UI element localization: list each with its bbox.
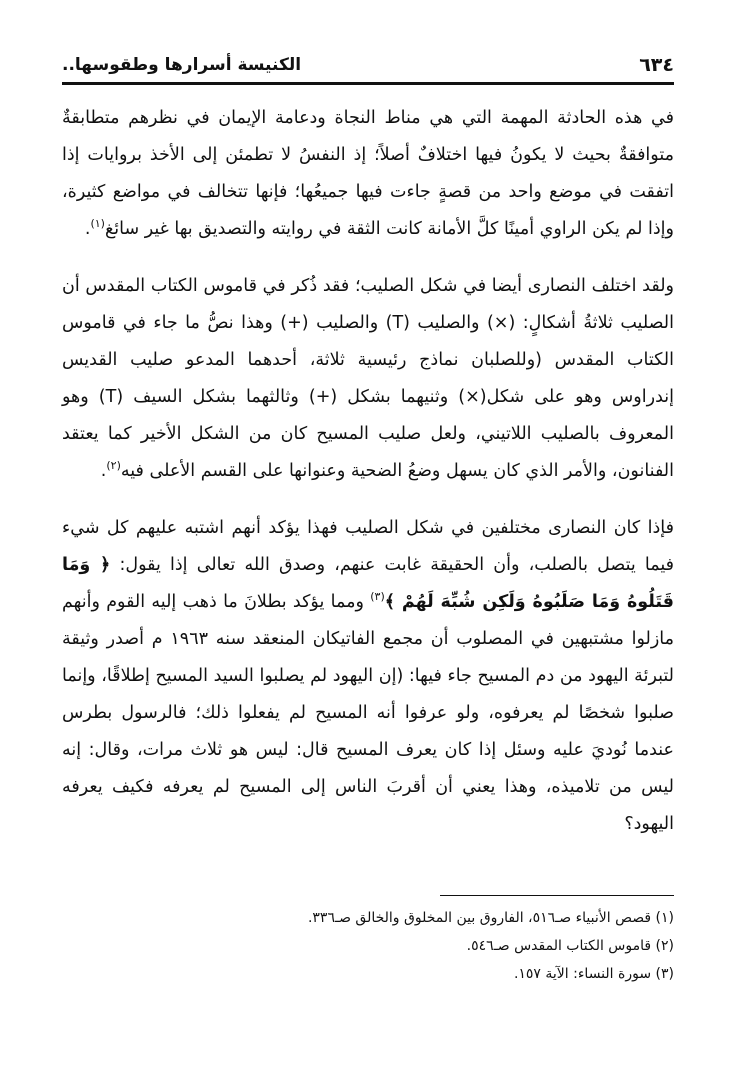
footnote-ref-3: (٣) — [370, 590, 385, 604]
main-text — [62, 100, 674, 863]
page-number: ٦٣٤ — [639, 54, 674, 76]
footnote-1: (١) قصص الأنبياء صـ٥١٦، الفاروق بين المخلوق والخالق صـ٣٣٦. — [307, 910, 674, 926]
footnote-ref-1: (١) — [90, 217, 105, 231]
running-title: الكنيسة أسرارها وطقوسها.. — [62, 55, 302, 75]
footnote-3: (٣) سورة النساء: الآية ١٥٧. — [513, 966, 674, 982]
paragraph-1: في هذه الحادثة المهمة التي هي مناط النجاة ودعامة الإيمان في نظرهم متطابقةٌ متوافقةٌ بحيث لا يكونُ فيها اختلافٌ أصلاً؛ إذ النفسُ لا تطمئن إلى الأخذ بروايات إذا اتفقت في موضع واحد من قصةٍ جاءت فيها جميعُها؛ فإنها تتخالف في مواضع كثيرة، وإذا لم يكن الراوي أمينًا كلَّ الأمانة كانت الثقة في روايته والتصديق بها غير سائغ$^{(١)}$. — [62, 108, 674, 239]
paragraph-2: ولقد اختلف النصارى أيضا في شكل الصليب؛ فقد ذُكر في قاموس الكتاب المقدس أن الصليب ثلاثةُ أشكالٍ: (×) والصليب (T) والصليب (+) وهذا نصُّ ما جاء في قاموس الكتاب المقدس (وللصلبان نماذج رئيسية ثلاثة، أحدهما المدعو صليب القديس إندراوس وهو على شكل(×) وثنيهما بشكل (+) وثالثهما بشكل السيف (T) وهو المعروف بالصليب اللاتيني، ولعل صليب المسيح كان من الشكل الأخير كما يعتقد الفنانون، والأمر الذي كان يسهل وضعُ الضحية وعنوانها على القسم الأعلى فيه$^{(٢)}$. — [62, 276, 674, 481]
footnote-ref-2: (٢) — [106, 459, 121, 473]
page-header — [62, 48, 674, 85]
footnotes — [62, 904, 674, 988]
paragraph-3: فإذا كان النصارى مختلفين في شكل الصليب فهذا يؤكد أنهم اشتبه عليهم كل شيء فيما يتصل بالصلب، وأن الحقيقة غابت عنهم، وصدق الله تعالى إذا يقول: ﴿ وَمَا قَتَلُوهُ وَمَا صَلَبُوهُ وَلَكِن شُبِّهَ لَهُمْ ﴾$^{(٣)}$ ومما يؤكد بطلانَ ما ذهب إليه القوم وأنهم مازلوا مشتبهين في المصلوب أن مجمع الفاتيكان المنعقد سنه ١٩٦٣ م أصدر وثيقة لتبرئة اليهود من دم المسيح جاء فيها: (إن اليهود لم يصلبوا السيد المسيح إطلاقًا، وإنما صلبوا شخصًا لم يعرفوه، ولو عرفوا أنه المسيح لم يفعلوا ذلك؛ فالرسول بطرس عندما نُوديَ عليه وسئل إذا كان يعرف المسيح قال: ليس هو ثلاث مرات، وقال: إنه ليس من تلاميذه، وهذا يعني أن أقربَ الناس إلى المسيح لم يعرفه فكيف يعرفه اليهود؟ — [62, 518, 675, 834]
quran-verse: ﴿ وَمَا قَتَلُوهُ وَمَا صَلَبُوهُ وَلَكِن شُبِّهَ لَهُمْ ﴾ — [62, 555, 675, 612]
footnote-separator — [440, 895, 674, 896]
footnote-2: (٢) قاموس الكتاب المقدس صـ٥٤٦. — [466, 938, 674, 954]
